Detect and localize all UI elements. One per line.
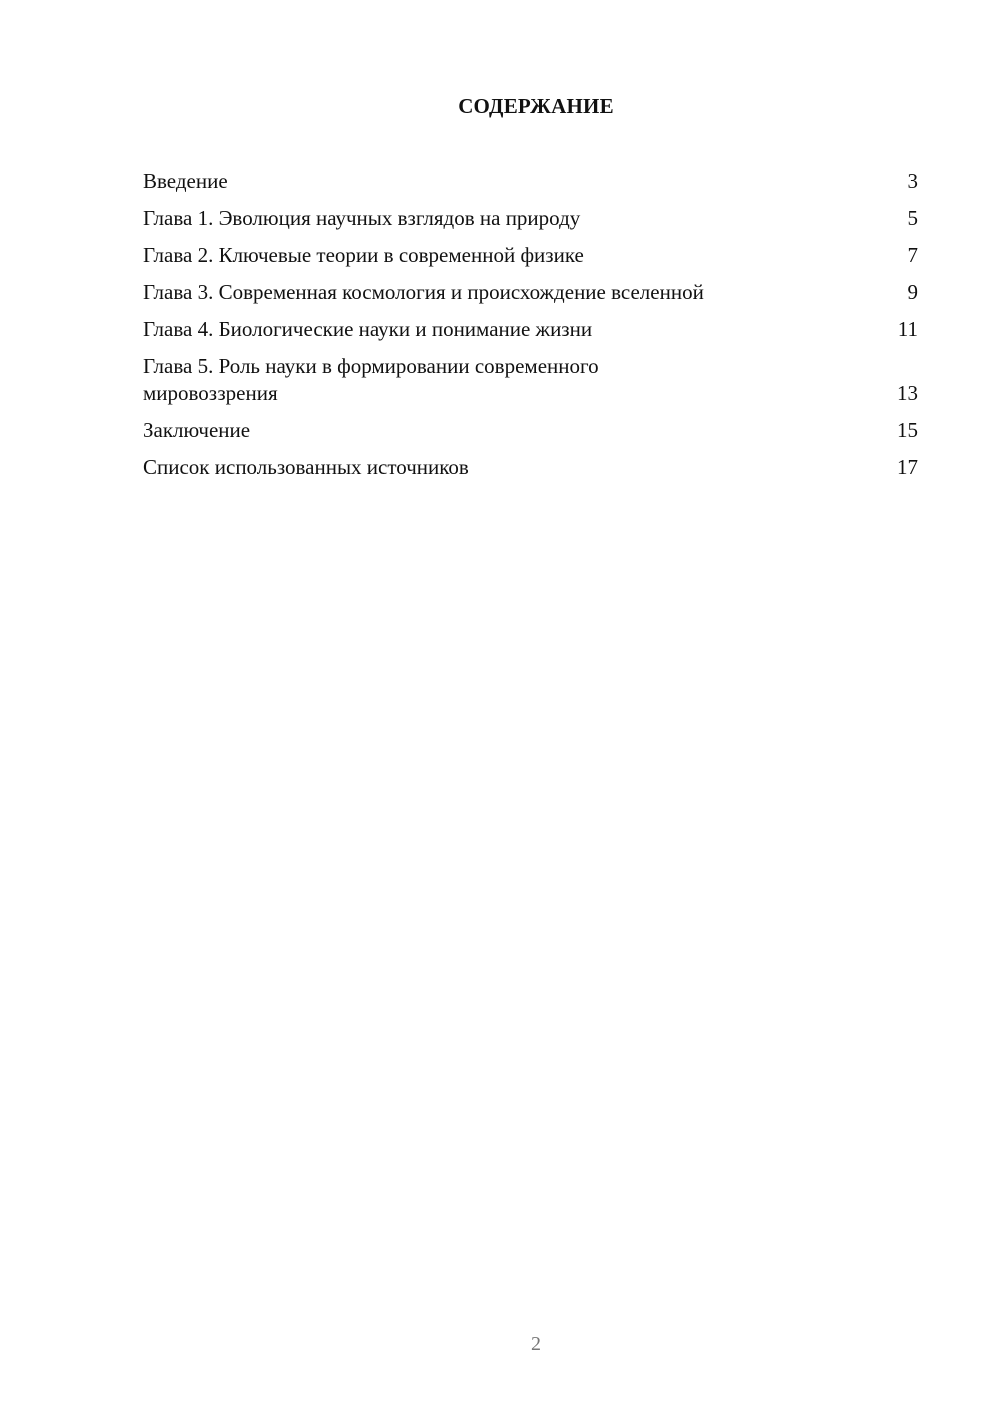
toc-entry-page: 17: [897, 455, 918, 479]
toc-entry-title: Список использованных источников: [143, 455, 469, 479]
toc-entry-page: 3: [907, 169, 918, 193]
toc-entry-page: 11: [897, 317, 918, 341]
toc-entry-introduction: [143, 168, 918, 195]
toc-entry-page: 7: [907, 243, 918, 267]
toc-entry-page: 5: [907, 206, 918, 230]
toc-entry-title: Заключение: [143, 418, 251, 442]
toc-entry-title: Глава 3. Современная космология и происхождение вселенной: [143, 280, 704, 304]
page-number: 2: [531, 1333, 541, 1355]
toc-entry-title: Глава 4. Биологические науки и понимание жизни: [143, 317, 593, 341]
toc-entry-page: 9: [907, 280, 918, 304]
toc-entry-chapter-5: [143, 353, 918, 407]
toc-entry-page: 15: [897, 418, 918, 442]
toc-entry-chapter-4: [143, 316, 918, 343]
toc-entry-title: Глава 1. Эволюция научных взглядов на природу: [143, 206, 581, 230]
toc-entry-title: Глава 5. Роль науки в формировании современного мировоззрения: [143, 354, 599, 405]
toc-entry-references: [143, 454, 918, 481]
toc-entry-page: 13: [897, 381, 918, 405]
toc-entry-title: Глава 2. Ключевые теории в современной физике: [143, 243, 584, 267]
table-of-contents: [143, 168, 918, 491]
page-title: СОДЕРЖАНИЕ: [458, 94, 614, 118]
toc-entry-conclusion: [143, 417, 918, 444]
toc-entry-chapter-1: [143, 205, 918, 232]
toc-entry-title: Введение: [143, 169, 228, 193]
toc-entry-chapter-2: [143, 242, 918, 269]
toc-entry-chapter-3: [143, 279, 918, 306]
